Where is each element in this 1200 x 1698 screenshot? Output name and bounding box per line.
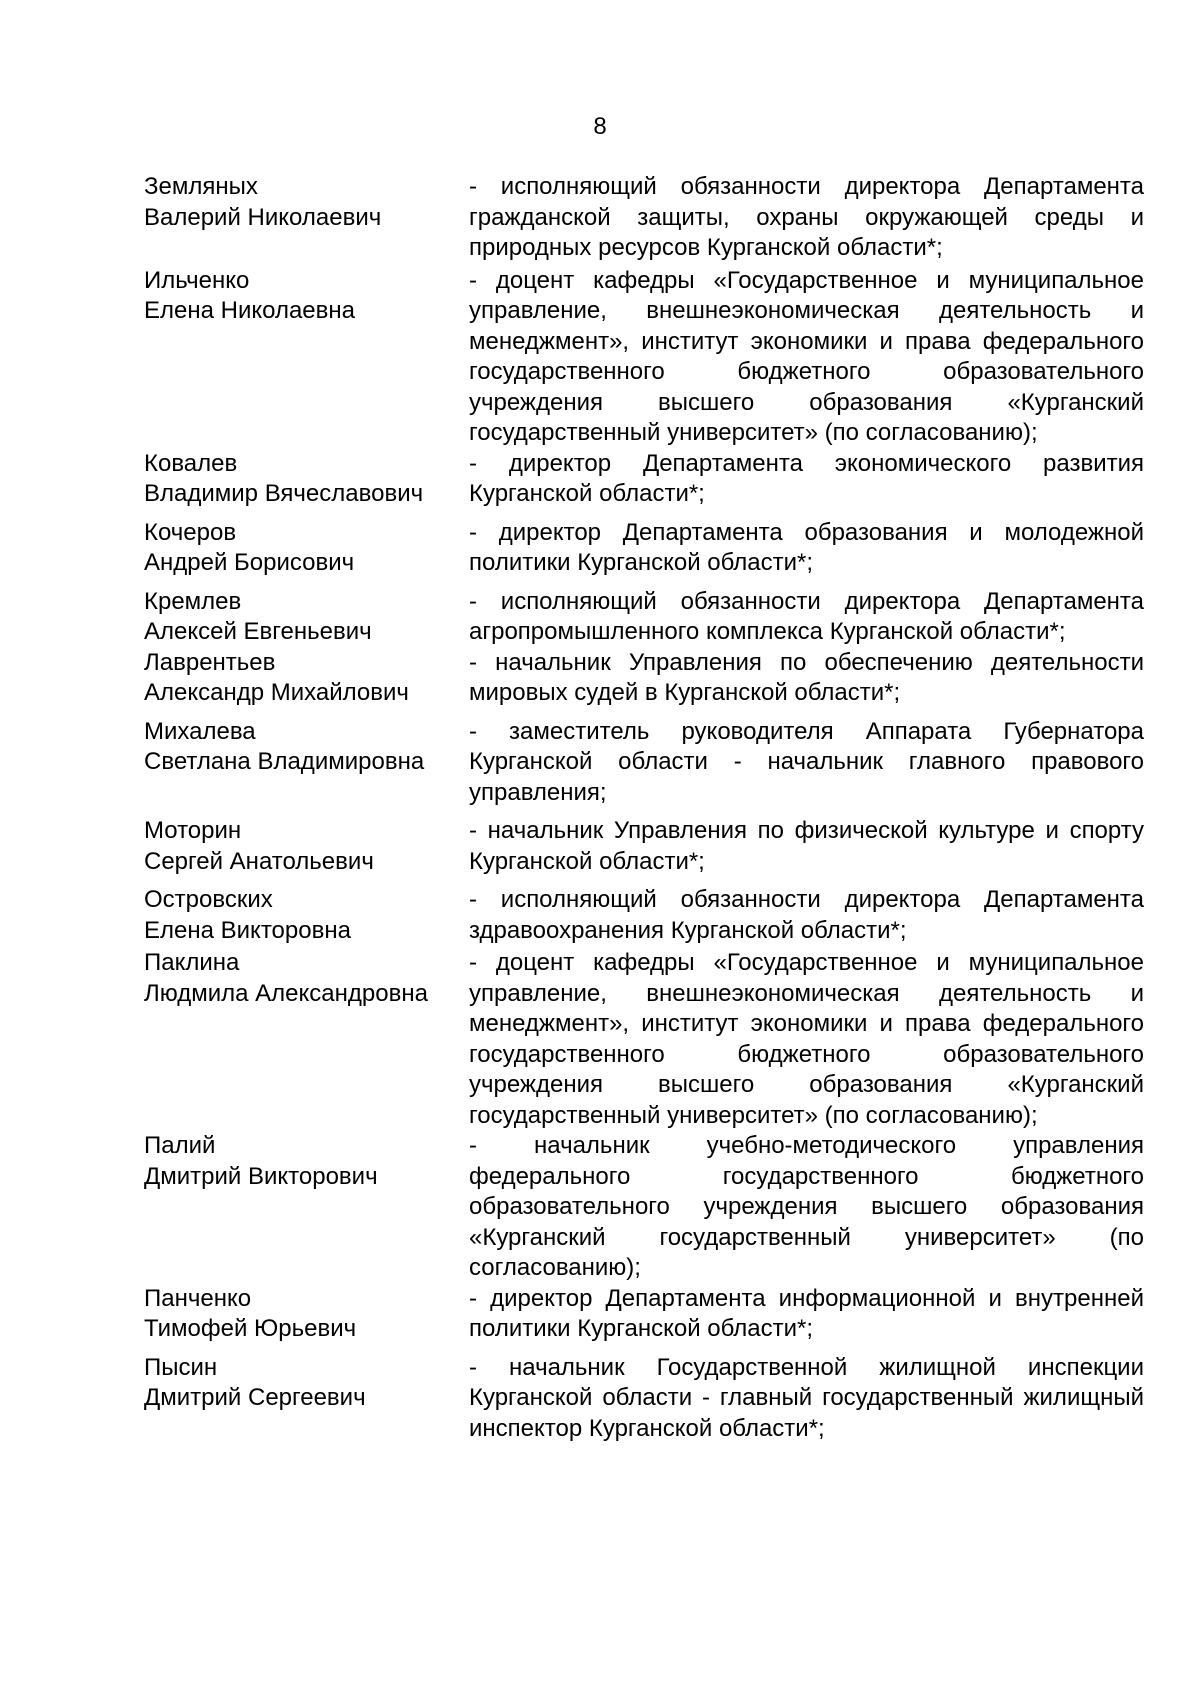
member-position: - исполняющий обязанности директора Департамента гражданской защиты, охраны окружающей среды и природных ресурсов Курганской области*; [469,173,1144,261]
member-position: - начальник Управления по обеспечению деятельности мировых судей в Курганской области*; [469,648,1144,706]
member-position: - исполняющий обязанности директора Департамента здравоохранения Курганской области*; [469,886,1144,944]
member-name: Паклина Людмила Александровна [144,949,428,1007]
member-position: - доцент кафедры «Государственное и муниципальное управление, внешнеэкономическая деятельность и менеджмент», институт экономики и права федерального государственного бюджетного образовательного учреждения высшего образования «Курганский государственный университет» (по согласованию); [469,266,1144,446]
member-name: Моторин Сергей Анатольевич [144,817,374,875]
member-name: Кремлев Алексей Евгеньевич [144,587,372,645]
member-position: - доцент кафедры «Государственное и муниципальное управление, внешнеэкономическая деятельность и менеджмент», институт экономики и права федерального государственного бюджетного образовательного учреждения высшего образования «Курганский государственный университет» (по согласованию); [469,949,1144,1129]
member-name: Ильченко Елена Николаевна [144,266,356,324]
member-entry [144,885,1144,946]
member-position: - начальник учебно-методического управления федерального государственного бюджетного образовательного учреждения высшего образования «Курганский государственный университет» (по согласованию); [469,1132,1144,1281]
member-entry [144,1131,1144,1284]
member-entry [144,266,1144,449]
member-name: Панченко Тимофей Юрьевич [144,1284,357,1342]
member-position: - начальник Управления по физической культуре и спорту Курганской области*; [469,817,1144,875]
member-name: Пысин Дмитрий Сергеевич [144,1353,366,1411]
member-entry [144,587,1144,648]
page-number: 8 [593,113,607,140]
member-entry [144,717,1144,809]
member-entry [144,172,1144,264]
member-name: Палий Дмитрий Викторович [144,1132,378,1190]
member-name: Кочеров Андрей Борисович [144,518,355,576]
member-position: - директор Департамента образования и молодежной политики Курганской области*; [469,518,1144,576]
member-name: Островских Елена Викторовна [144,886,351,944]
member-position: - начальник Государственной жилищной инспекции Курганской области - главный государственный жилищный инспектор Курганской области*; [469,1353,1144,1442]
member-entry [144,948,1144,1131]
member-entry [144,1284,1144,1345]
member-entry [144,449,1144,510]
member-entry [144,518,1144,579]
member-position: - директор Департамента информационной и внутренней политики Курганской области*; [469,1284,1144,1342]
member-entry [144,1353,1144,1445]
member-position: - исполняющий обязанности директора Департамента агропромышленного комплекса Курганской области*; [469,587,1144,645]
member-name: Земляных Валерий Николаевич [144,173,382,231]
member-name: Ковалев Владимир Вячеславович [144,449,424,507]
member-entry [144,816,1144,877]
member-entry [144,648,1144,709]
member-position: - директор Департамента экономического развития Курганской области*; [469,449,1144,507]
member-position: - заместитель руководителя Аппарата Губернатора Курганской области - начальник главного правового управления; [469,717,1144,806]
member-name: Михалева Светлана Владимировна [144,717,425,775]
member-name: Лаврентьев Александр Михайлович [144,648,409,706]
members-list [144,172,1144,1444]
